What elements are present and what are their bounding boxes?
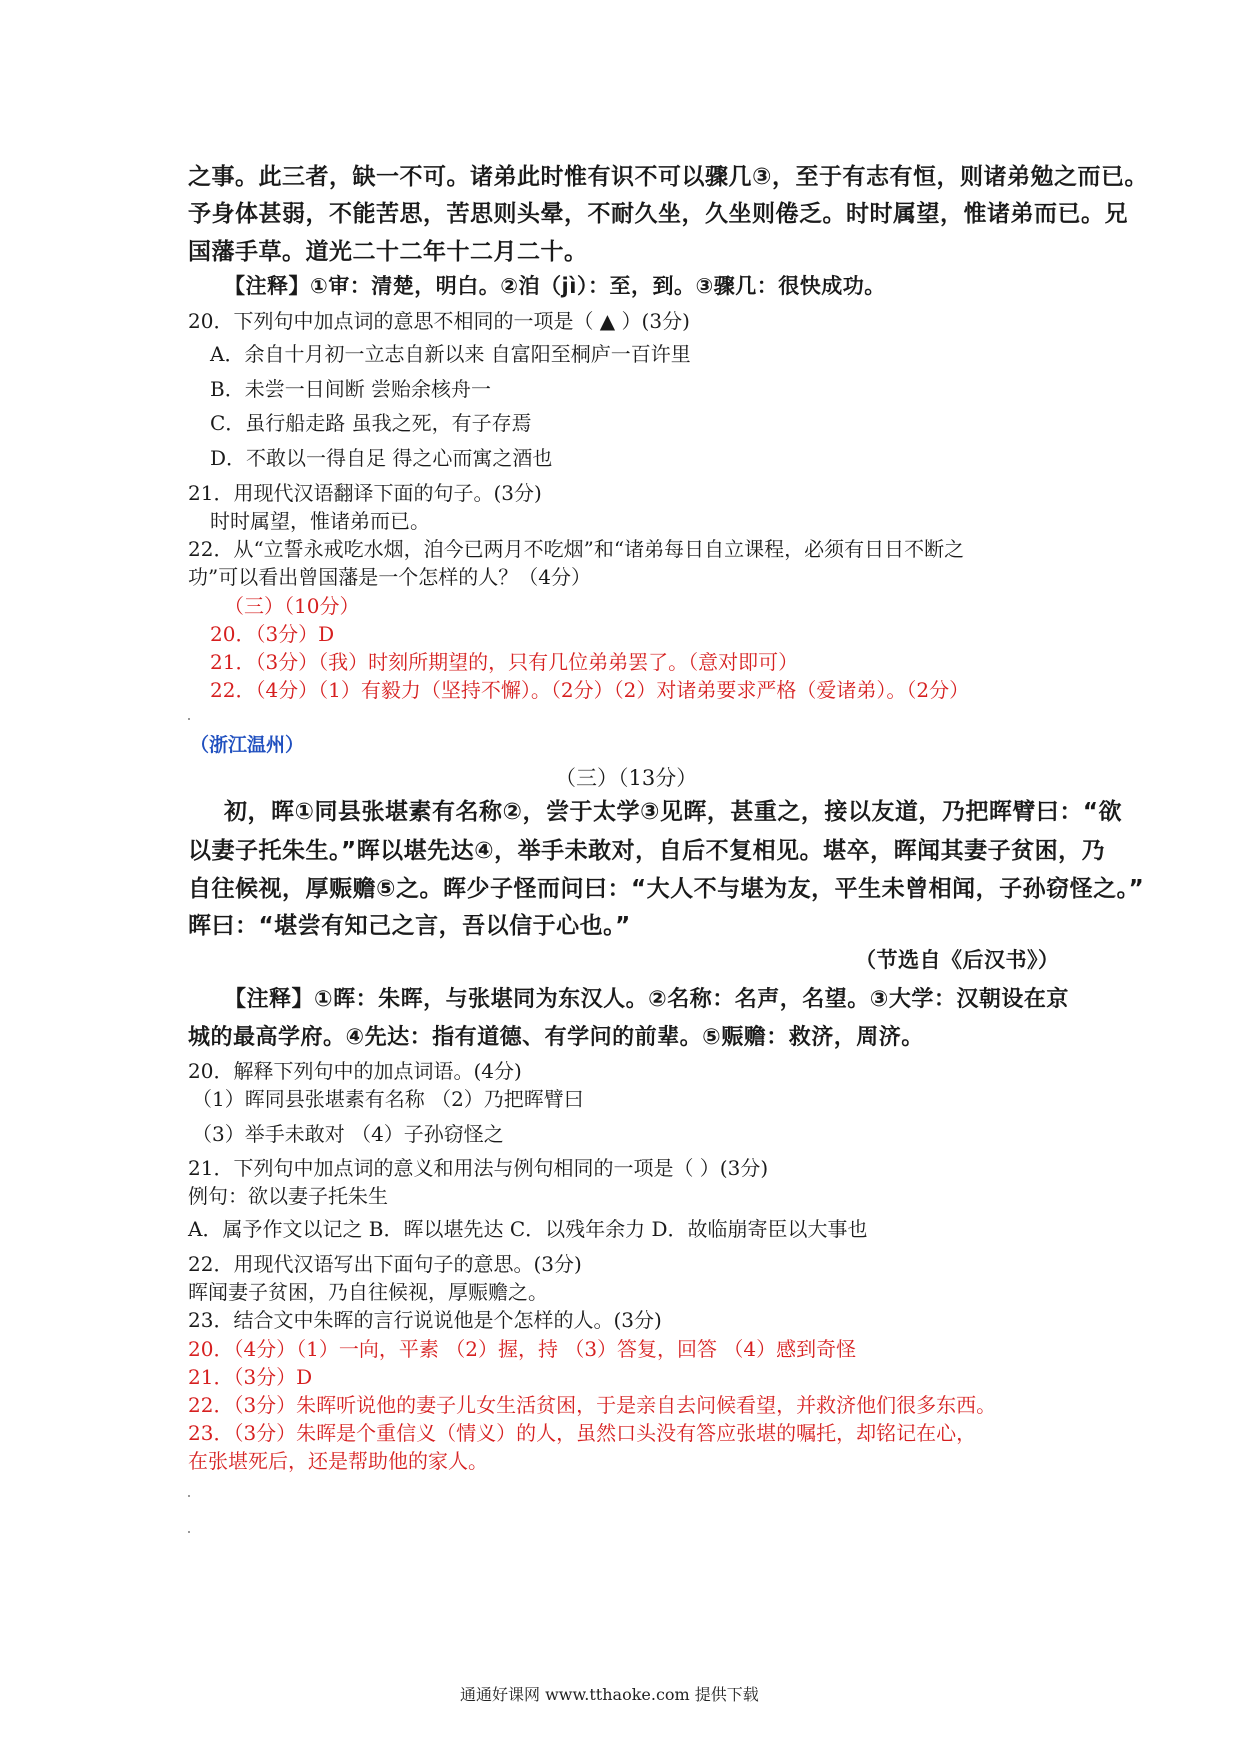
q1-20: 20．下列句中加点词的意思不相同的一项是（ ▲ ）(3分) bbox=[188, 309, 690, 333]
q1-20-option-c: C．虽行船走路 虽我之死，有子存焉 bbox=[210, 411, 532, 435]
passage2-line-4: 晖曰：“堪尝有知己之言，吾以信于心也。” bbox=[188, 913, 631, 939]
q2-22: 22．用现代汉语写出下面句子的意思。(3分) bbox=[188, 1252, 582, 1276]
passage2-line-3: 自往候视，厚赈赡⑤之。晖少子怪而问曰：“大人不与堪为友，平生未曾相闻，子孙窃怪之。” bbox=[188, 876, 1145, 902]
passage2-line-1: 初，晖①同县张堪素有名称②，尝于太学③见晖，甚重之，接以友道，乃把晖臂曰：“欲 bbox=[224, 799, 1123, 825]
scan-speck bbox=[188, 718, 190, 720]
passage2-line-2: 以妻子托朱生。”晖以堪先达④，举手未敢对，自后不复相见。堪卒，晖闻其妻子贫困，乃 bbox=[188, 838, 1106, 864]
q1-22-line-2: 功”可以看出曾国藩是一个怎样的人？（4分） bbox=[188, 565, 591, 589]
q1-22-line-1: 22．从“立誓永戒吃水烟，洎今已两月不吃烟”和“诸弟每日自立课程，必须有日日不断之 bbox=[188, 537, 965, 561]
answers1-21: 21．（3分）（我）时刻所期望的，只有几位弟弟罢了。（意对即可） bbox=[210, 650, 799, 674]
q1-21: 21．用现代汉语翻译下面的句子。(3分) bbox=[188, 481, 542, 505]
q1-20-option-a: A．余自十月初一立志自新以来 自富阳至桐庐一百许里 bbox=[210, 342, 691, 366]
passage1-note: 【注释】①审：清楚，明白。②洎（jì）：至，到。③骤几：很快成功。 bbox=[224, 274, 886, 298]
region-label: （浙江温州） bbox=[190, 734, 305, 756]
q2-20-items-3-4: （3）举手未敢对 （4）子孙窃怪之 bbox=[192, 1122, 504, 1146]
answers1-20: 20．（3分）D bbox=[210, 622, 335, 646]
q2-20: 20．解释下列句中的加点词语。(4分) bbox=[188, 1059, 522, 1083]
passage1-line-2: 予身体甚弱，不能苦思，苦思则头晕，不耐久坐，久坐则倦乏。时时属望，惟诸弟而已。兄 bbox=[188, 201, 1128, 227]
passage2-note-line-2: 城的最高学府。④先达：指有道德、有学问的前辈。⑤赈赡：救济，周济。 bbox=[188, 1025, 924, 1050]
q2-22-sentence: 晖闻妻子贫困，乃自往候视，厚赈赡之。 bbox=[188, 1280, 548, 1304]
q2-21-options: A．属予作文以记之 B．晖以堪先达 C．以残年余力 D．故临崩寄臣以大事也 bbox=[188, 1217, 868, 1241]
answers2-22: 22．（3分）朱晖听说他的妻子儿女生活贫困，于是亲自去问候看望，并救济他们很多东西。 bbox=[188, 1393, 997, 1417]
passage2-note-line-1: 【注释】①晖：朱晖，与张堪同为东汉人。②名称：名声，名望。③大学：汉朝设在京 bbox=[224, 987, 1069, 1012]
passage1-line-1: 之事。此三者，缺一不可。诸弟此时惟有识不可以骤几③，至于有志有恒，则诸弟勉之而已。 bbox=[188, 164, 1148, 190]
answers1-heading: （三）（10分） bbox=[224, 594, 360, 618]
answers2-21: 21．（3分）D bbox=[188, 1365, 313, 1389]
q1-21-sentence: 时时属望，惟诸弟而已。 bbox=[210, 509, 430, 533]
q1-20-option-b: B．未尝一日间断 尝贻余核舟一 bbox=[210, 377, 492, 401]
passage2-source: （节选自《后汉书》） bbox=[855, 948, 1060, 972]
answers1-22: 22．（4分）（1）有毅力（坚持不懈）。（2分）（2）对诸弟要求严格（爱诸弟）。（2分） bbox=[210, 678, 970, 702]
answers2-23-line-2: 在张堪死后，还是帮助他的家人。 bbox=[188, 1449, 488, 1473]
section-title: （三）（13分） bbox=[555, 766, 698, 790]
q2-23: 23．结合文中朱晖的言行说说他是个怎样的人。(3分) bbox=[188, 1308, 662, 1332]
q2-21: 21．下列句中加点词的意义和用法与例句相同的一项是（ ）(3分) bbox=[188, 1156, 769, 1180]
passage1-line-3: 国藩手草。道光二十二年十二月二十。 bbox=[188, 239, 588, 265]
answers2-23-line-1: 23．（3分）朱晖是个重信义（情义）的人，虽然口头没有答应张堪的嘱托，却铭记在心， bbox=[188, 1421, 977, 1445]
q1-20-option-d: D．不敢以一得自足 得之心而寓之酒也 bbox=[210, 446, 553, 470]
footer-text: 通通好课网 www.tthaoke.com 提供下载 bbox=[460, 1685, 759, 1704]
scan-speck bbox=[188, 1531, 190, 1533]
scan-speck bbox=[188, 1495, 190, 1497]
q2-21-example: 例句：欲以妻子托朱生 bbox=[188, 1184, 388, 1208]
answers2-20: 20．（4分）（1）一向，平素 （2）握，持 （3）答复，回答 （4）感到奇怪 bbox=[188, 1337, 857, 1361]
q2-20-items-1-2: （1）晖同县张堪素有名称 （2）乃把晖臂曰 bbox=[192, 1087, 584, 1111]
